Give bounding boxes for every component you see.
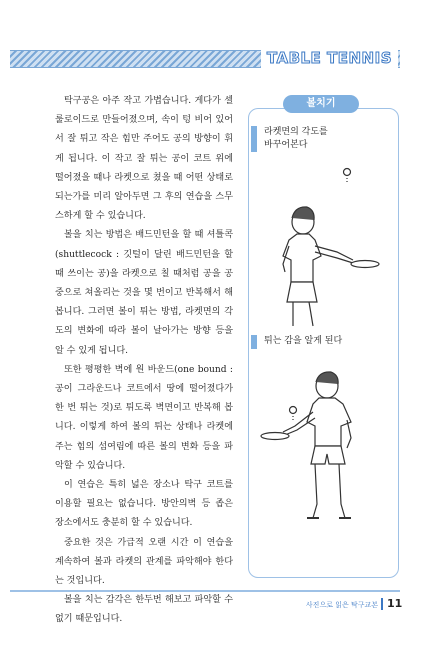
header-title: TABLE TENNIS [261,48,398,68]
footer-separator [381,598,383,610]
paragraph: 또한 평평한 벽에 원 바운드(one bound : 공이 그라운드나 코트에서 땅에 떨어졌다가 한 번 튀는 것)로 튀도록 벽면이고 반복해 봅니다. 이렇게 하여 볼의 튀는 상태나 라켓에 주는 힘의 섬여림에 따른 볼의 변화 등을 파악할 수 있습니다. [55,364,233,471]
ball-icon [344,169,351,176]
paragraph: 탁구공은 아주 작고 가볍습니다. 게다가 셀룰로이드로 만들어졌으며, 속이 텅 비어 있어서 잘 튀고 작은 힘만 주어도 공의 방향이 휘게 됩니다. 이 작고 잘 튀는 공이 코트 위에 떨어졌을 때나 라켓으로 쳤을 때 어떤 상태로 되는가를 미리 알아두면 그 후의 연습을 스무스하게 할 수 있습니다. [55,96,233,222]
footer-rule [10,590,400,592]
paragraph: 이 연습은 특히 넓은 장소나 탁구 코트를 이용할 필요는 없습니다. 방안의벽 등 좁은 장소에서도 충분히 할 수 있습니다. [55,480,233,529]
body-text [55,92,233,630]
paragraph: 볼을 치는 방법은 배드민턴을 할 때 셔틀콕(shuttlecock : 깃털이 달린 배드민턴을 할 때 쓰이는 공)을 라켓으로 칠 때처럼 공을 공중으로 쳐올리는 것을 몇 번이고 반복해서 해봅니다. 그러면 볼이 튀는 방법, 라켓면의 각도의 변화에 따라 볼이 날아가는 방향 등을 알 수 있게 됩니다. [55,230,233,356]
footer-book-title: 사진으로 읽은 탁구교본 [305,601,378,609]
ball-icon [290,407,297,414]
sidebar-label: 볼치기 [283,95,359,113]
page-number: 11 [387,597,403,610]
player-illustration-2 [255,368,395,538]
caption-bounce: 튀는 감을 알게 된다 [264,336,343,346]
caption-marker [251,335,257,349]
player-illustration-1 [255,160,395,330]
caption-marker [251,126,257,152]
caption-angle: 라켓면의 각도를 바꾸어본다 [264,127,328,150]
paragraph: 볼을 치는 감각은 한두번 해보고 파악할 수 없기 때문입니다. [55,595,233,625]
paragraph: 중요한 것은 가급적 오랜 시간 이 연습을 계속하여 볼과 라켓의 관계를 파악해야 한다는 것입니다. [55,537,233,587]
